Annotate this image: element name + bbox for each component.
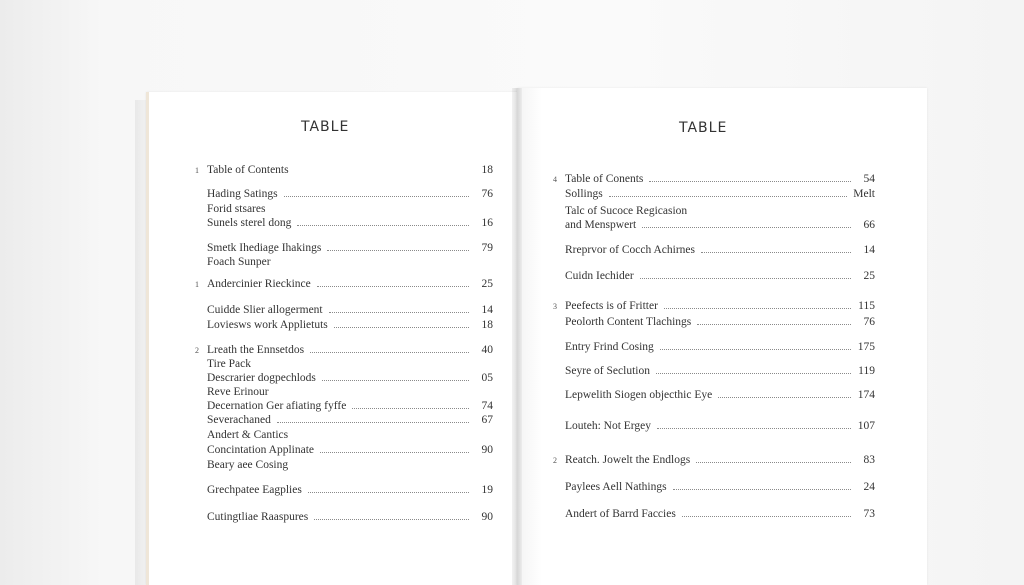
- dot-leader: [314, 519, 469, 520]
- toc-entry: [195, 344, 493, 356]
- toc-entry-page: 74: [481, 400, 493, 412]
- toc-entry-label: Talc of Sucoce Regicasion: [565, 205, 688, 217]
- toc-entry-label: Sunels sterel dong: [207, 217, 292, 229]
- dot-leader: [609, 196, 848, 197]
- toc-entry-label: Lepwelith Siogen objecthic Eye: [565, 389, 713, 401]
- toc-entry: [553, 508, 875, 520]
- toc-entry-page: 18: [481, 319, 493, 331]
- dot-leader: [297, 225, 469, 226]
- toc-entry-label: Louteh: Not Ergey: [565, 420, 652, 432]
- toc-entry-page: 24: [863, 481, 875, 493]
- dot-leader: [664, 308, 851, 309]
- toc-entry-page: 119: [858, 365, 875, 377]
- toc-entry: [195, 358, 493, 370]
- toc-entry-label: Foach Sunper: [207, 256, 271, 268]
- toc-entry: [553, 300, 875, 312]
- toc-entry-page: 14: [481, 304, 493, 316]
- toc-entry-label: Table of Contents: [207, 164, 289, 176]
- toc-entry-page: 25: [481, 278, 493, 290]
- toc-entry: [553, 219, 875, 231]
- toc-entry-label: Forid stsares: [207, 203, 266, 215]
- toc-entry-label: Table of Conents: [565, 173, 644, 185]
- toc-entry-label: Andert of Barrd Faccies: [565, 508, 676, 520]
- toc-entry: [553, 420, 875, 432]
- toc-entry: [553, 389, 875, 401]
- toc-entry-number: 1: [195, 166, 199, 175]
- toc-entry-page: 107: [857, 420, 875, 432]
- toc-entry-page: 40: [481, 344, 493, 356]
- toc-entry: [195, 164, 493, 176]
- left-page-title: TABLE: [301, 119, 350, 135]
- toc-entry: [195, 217, 493, 229]
- toc-entry: [195, 511, 493, 523]
- toc-entry-label: Sollings: [565, 188, 603, 200]
- dot-leader: [327, 250, 469, 251]
- dot-leader: [649, 181, 851, 182]
- toc-entry: [195, 319, 493, 331]
- toc-entry-page: 54: [863, 173, 875, 185]
- toc-entry: [195, 278, 493, 290]
- right-page: [517, 88, 927, 585]
- toc-entry-label: Andert & Cantics: [207, 429, 289, 441]
- toc-entry: [195, 386, 493, 398]
- toc-entry-label: Decernation Ger afiating fyffe: [207, 400, 347, 412]
- toc-entry-page: 76: [863, 316, 875, 328]
- toc-entry-label: Severachaned: [207, 414, 271, 426]
- toc-entry-label: Peefects is of Fritter: [565, 300, 658, 312]
- toc-entry-label: Reatch. Jowelt the Endlogs: [565, 454, 691, 466]
- toc-entry-label: Cuidde Slier allogerment: [207, 304, 323, 316]
- toc-entry-number: 1: [195, 280, 199, 289]
- toc-entry-label: Seyre of Seclution: [565, 365, 650, 377]
- dot-leader: [310, 352, 469, 353]
- dot-leader: [284, 196, 469, 197]
- toc-entry-page: 90: [481, 444, 493, 456]
- dot-leader: [718, 397, 851, 398]
- dot-leader: [696, 462, 851, 463]
- dot-leader: [673, 489, 851, 490]
- toc-entry-label: Lreath the Ennsetdos: [207, 344, 305, 356]
- dot-leader: [334, 327, 469, 328]
- book-gutter: [512, 88, 522, 585]
- toc-entry-label: and Menspwert: [565, 219, 637, 231]
- toc-entry-page: 83: [863, 454, 875, 466]
- toc-entry: [195, 372, 493, 384]
- dot-leader: [682, 516, 851, 517]
- toc-entry: [553, 481, 875, 493]
- toc-entry-page: 76: [481, 188, 493, 200]
- toc-entry-label: Reve Erinour: [207, 386, 269, 398]
- toc-entry: [553, 205, 875, 217]
- toc-entry: [553, 244, 875, 256]
- toc-entry: [195, 256, 493, 268]
- dot-leader: [656, 373, 851, 374]
- dot-leader: [640, 278, 851, 279]
- toc-entry: [195, 304, 493, 316]
- toc-entry-page: 90: [481, 511, 493, 523]
- toc-entry: [195, 242, 493, 254]
- right-page-title: TABLE: [679, 120, 728, 136]
- toc-entry: [195, 203, 493, 215]
- toc-entry: [553, 454, 875, 466]
- toc-entry: [195, 400, 493, 412]
- toc-entry-page: 79: [481, 242, 493, 254]
- toc-entry-number: 2: [553, 456, 557, 465]
- toc-entry-page: 16: [481, 217, 493, 229]
- dot-leader: [322, 380, 469, 381]
- dot-leader: [660, 349, 851, 350]
- dot-leader: [657, 428, 851, 429]
- dot-leader: [642, 227, 851, 228]
- toc-entry: [195, 429, 493, 441]
- toc-entry-page: 05: [481, 372, 493, 384]
- toc-entry: [553, 188, 875, 200]
- toc-entry-page: 175: [857, 341, 875, 353]
- toc-entry: [553, 270, 875, 282]
- toc-entry: [195, 459, 493, 471]
- dot-leader: [317, 286, 469, 287]
- toc-entry-page: 66: [863, 219, 875, 231]
- dot-leader: [697, 324, 851, 325]
- toc-entry-number: 3: [553, 302, 557, 311]
- dot-leader: [329, 312, 469, 313]
- toc-entry-page: 14: [863, 244, 875, 256]
- toc-entry-label: Entry Frind Cosing: [565, 341, 654, 353]
- toc-entry: [553, 316, 875, 328]
- toc-entry-page: Melt: [853, 188, 875, 200]
- toc-entry-label: Andercinier Rieckince: [207, 278, 311, 290]
- toc-entry-page: 73: [863, 508, 875, 520]
- dot-leader: [308, 492, 469, 493]
- left-page: [146, 92, 520, 585]
- toc-entry-number: 4: [553, 175, 557, 184]
- toc-entry-number: 2: [195, 346, 199, 355]
- toc-entry-label: Concintation Applinate: [207, 444, 314, 456]
- toc-entry-page: 19: [481, 484, 493, 496]
- dot-leader: [352, 408, 469, 409]
- toc-entry-label: Cuidn Iechider: [565, 270, 634, 282]
- toc-entry-label: Paylees Aell Nathings: [565, 481, 667, 493]
- toc-entry-label: Hading Satings: [207, 188, 278, 200]
- toc-entry-page: 18: [481, 164, 493, 176]
- toc-entry: [553, 341, 875, 353]
- toc-entry: [195, 188, 493, 200]
- toc-entry: [195, 414, 493, 426]
- toc-entry: [553, 173, 875, 185]
- dot-leader: [320, 452, 469, 453]
- toc-entry-label: Loviesws work Applietuts: [207, 319, 328, 331]
- toc-entry-page: 67: [481, 414, 493, 426]
- toc-entry: [553, 365, 875, 377]
- toc-entry-page: 115: [858, 300, 875, 312]
- toc-entry-label: Grechpatee Eagplies: [207, 484, 302, 496]
- toc-entry-label: Beary aee Cosing: [207, 459, 289, 471]
- toc-entry: [195, 444, 493, 456]
- toc-entry-label: Tire Pack: [207, 358, 251, 370]
- dot-leader: [701, 252, 851, 253]
- dot-leader: [277, 422, 469, 423]
- toc-entry-label: Smetk Ihediage Ihakings: [207, 242, 322, 254]
- toc-entry-label: Rreprvor of Cocch Achirnes: [565, 244, 695, 256]
- toc-entry-label: Descrarier dogpechlods: [207, 372, 316, 384]
- toc-entry-page: 174: [857, 389, 875, 401]
- toc-entry: [195, 484, 493, 496]
- toc-entry-page: 25: [863, 270, 875, 282]
- toc-entry-label: Cutingtliae Raaspures: [207, 511, 309, 523]
- toc-entry-label: Peolorth Content Tlachings: [565, 316, 692, 328]
